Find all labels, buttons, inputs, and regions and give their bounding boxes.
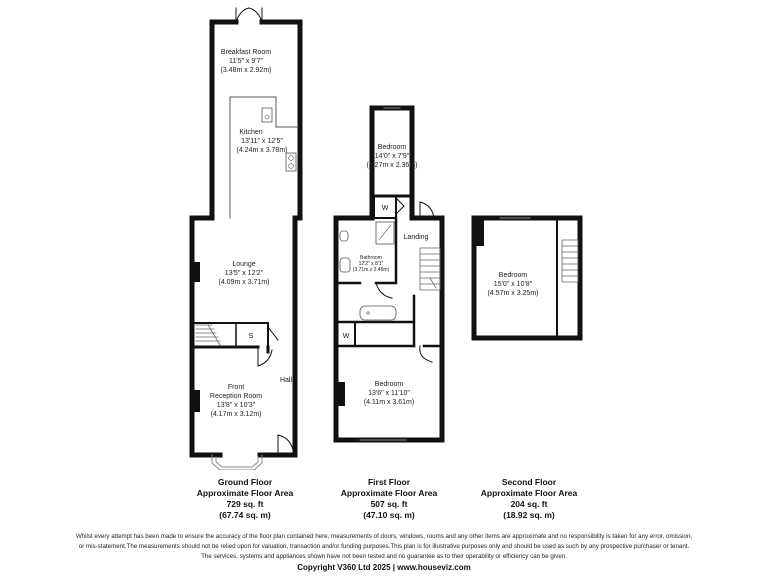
bathroom-metric: (3.71m x 2.46m) (352, 267, 390, 273)
breakfast-room-name: Breakfast Room (220, 49, 272, 56)
first-floor-subtitle: Approximate Floor Area (340, 488, 438, 498)
storage-door (268, 327, 278, 340)
hob-ring-1 (289, 156, 294, 161)
first-floor-stairs (420, 248, 440, 290)
reception-imperial: 13'8" x 10'3" (216, 402, 256, 409)
ground-floor-title: Ground Floor (217, 477, 273, 487)
disclaimer-line-1: Whilst every attempt has been made to ensure the accuracy of the floor plan contained here, measurements of doors, windows, rooms and any other items are approximate and no responsibility is taken for any error, omission, (75, 533, 693, 540)
bathroom-right-wall (338, 218, 396, 283)
lounge-name: Lounge (232, 261, 256, 268)
ground-floor-subtitle: Approximate Floor Area (196, 488, 294, 498)
disclaimer-line-3: The services, systems and appliances shown have not been tested and no guarantee as to their operability or efficiency can be given. (201, 553, 567, 560)
kitchen-metric: (4.24m x 3.78m) (236, 147, 288, 154)
hall-label: Hall (279, 377, 293, 384)
ground-floor-outer-wall (192, 22, 300, 455)
breakfast-rear-doors (236, 8, 262, 22)
first-floor-sqft: 507 sq. ft (370, 499, 408, 509)
wardrobe-1-label: W (381, 205, 389, 212)
bathtub (360, 306, 396, 320)
first-floor-labels (343, 144, 429, 406)
front-bedroom-chimney (338, 382, 345, 406)
bathroom-imperial: 12'2" x 8'1" (358, 261, 384, 267)
landing-label: Landing (403, 234, 429, 241)
shower-screen (379, 225, 391, 240)
bathroom-door (376, 283, 392, 298)
bathroom-bottom-wall (338, 296, 440, 346)
kitchen-name: Kitchen (239, 129, 263, 136)
hob-ring-2 (289, 164, 294, 169)
loft-chimney (476, 220, 484, 246)
second-floor-caption (454, 477, 604, 521)
loft-bedroom-name: Bedroom (498, 272, 528, 279)
bath-drain (367, 312, 369, 314)
reception-door (258, 348, 272, 366)
ground-floor-stairs (196, 325, 220, 345)
bathroom-name: Bathroom (360, 255, 382, 261)
lounge-metric: (4.09m x 3.71m) (218, 279, 270, 286)
wardrobe-door (396, 198, 404, 214)
loft-bedroom-imperial: 15'0" x 10'8" (493, 281, 533, 288)
second-floor-title: Second Floor (501, 477, 557, 487)
first-floor-title: First Floor (367, 477, 411, 487)
disclaimer (10, 532, 758, 562)
first-floor-caption (314, 477, 464, 521)
front-bedroom-door (420, 346, 432, 362)
front-bedroom-metric: (4.11m x 3.61m) (363, 399, 415, 406)
second-floor-sqft: 204 sq. ft (510, 499, 548, 509)
lounge-divider-wall (194, 347, 268, 352)
loft-bedroom-metric: (4.57m x 3.25m) (487, 290, 539, 297)
kitchen-imperial: 13'11" x 12'5" (241, 138, 283, 145)
rear-bedroom-imperial: 14'0" x 7'9" (374, 153, 410, 160)
front-door (278, 435, 294, 455)
loft-stairs (562, 240, 578, 282)
breakfast-room-metric: (3.48m x 2.92m) (220, 67, 272, 74)
reception-chimney-breast (194, 390, 200, 412)
breakfast-room-imperial: 11'5" x 9'7" (229, 58, 263, 65)
copyright-notice: Copyright V360 Ltd 2025 | www.houseviz.com (297, 563, 471, 572)
front-bedroom-imperial: 13'6" x 11'10" (368, 390, 410, 397)
wardrobe-2-label: W (342, 333, 350, 340)
ground-floor-caption (170, 477, 320, 521)
toilet (340, 231, 348, 241)
reception-name-line2: Reception Room (209, 393, 263, 400)
ground-floor-plan (192, 8, 300, 470)
second-floor-sqm: (18.92 sq. m) (503, 510, 555, 520)
shower-tray (376, 222, 394, 244)
ground-floor-labels (210, 49, 293, 418)
lounge-imperial: 13'5" x 12'2" (224, 270, 264, 277)
under-stair-storage-wall (194, 323, 268, 347)
ground-floor-sqm: (67.74 sq. m) (219, 510, 271, 520)
lounge-chimney-breast (194, 262, 200, 282)
rear-bedroom-metric: (4.27m x 2.36m) (366, 162, 418, 169)
first-floor-sqm: (47.10 sq. m) (363, 510, 415, 520)
disclaimer-line-2: or mis-statement.The measurements should not be relied upon for valuation, transaction and/or funding purposes.This plan is for illustrative purposes only and should be used as such by any prospective purchaser or tenant. (78, 543, 690, 550)
reception-metric: (4.17m x 3.12m) (210, 411, 262, 418)
kitchen-outline (230, 97, 298, 218)
second-floor-subtitle: Approximate Floor Area (480, 488, 578, 498)
sink-drain (265, 115, 269, 119)
second-floor-labels (488, 272, 539, 297)
rear-bedroom-name: Bedroom (377, 144, 407, 151)
basin (340, 258, 350, 272)
ground-floor-sqft: 729 sq. ft (226, 499, 264, 509)
front-bedroom-name: Bedroom (374, 381, 404, 388)
storage-label: S (248, 333, 254, 340)
reception-name-line1: Front (227, 384, 245, 391)
